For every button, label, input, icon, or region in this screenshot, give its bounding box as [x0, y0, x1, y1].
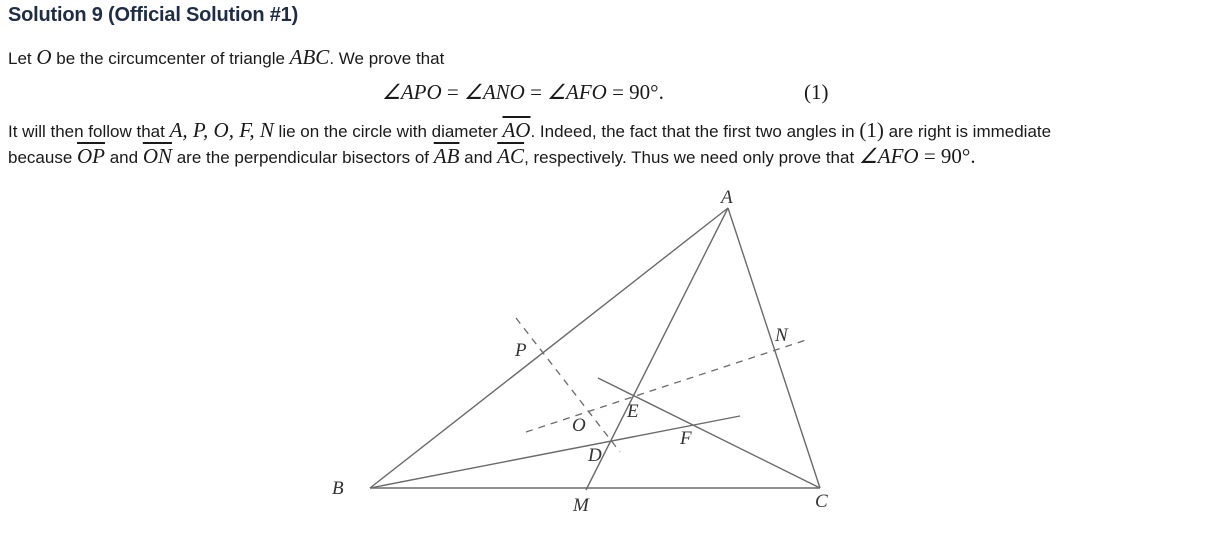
math-O: O: [36, 45, 52, 69]
math-points: A, P, O, F, N: [169, 118, 274, 142]
text: , respectively. Thus we need only prove that: [524, 148, 859, 167]
math-ON: $\overline{ON}$: [142, 144, 172, 168]
text: and: [105, 148, 143, 167]
math-ABC: ABC: [289, 45, 330, 69]
label-F: F: [680, 428, 692, 449]
math-angle-AFO: ∠AFO: [858, 144, 919, 168]
angle-APO: ∠APO: [382, 80, 442, 104]
segment-AC: [728, 208, 820, 488]
math-AB: $\overline{AB}$: [433, 144, 460, 168]
equals: =: [524, 80, 548, 104]
label-B: B: [332, 478, 344, 499]
label-P: P: [515, 340, 527, 361]
label-E: E: [627, 401, 639, 422]
segment-AB: [370, 208, 728, 488]
perp-bisector-AC: [526, 340, 806, 432]
text: be the circumcenter of triangle: [51, 49, 290, 68]
segment-AM: [586, 208, 728, 490]
text: are the perpendicular bisectors of: [172, 148, 434, 167]
text: = 90°.: [918, 144, 976, 168]
text: because: [8, 148, 77, 167]
label-N: N: [775, 325, 788, 346]
equation-ref: (1): [859, 118, 884, 142]
label-A: A: [721, 187, 733, 208]
equation-number: (1): [804, 80, 829, 104]
label-O: O: [572, 415, 586, 436]
text: Let: [8, 49, 37, 68]
math-AC: $\overline{AC}$: [497, 144, 525, 168]
solution-title: Solution 9 (Official Solution #1): [8, 4, 299, 26]
text: . Indeed, the fact that the first two angles in: [530, 122, 860, 141]
value-90: 90°.: [629, 80, 664, 104]
equals: =: [441, 80, 464, 104]
math-OP: $\overline{OP}$: [77, 144, 105, 168]
line-BF: [370, 416, 740, 488]
label-C: C: [815, 491, 828, 512]
math-AO: $\overline{AO}$: [502, 118, 531, 142]
text: are right is immediate: [883, 122, 1052, 141]
angle-ANO: ∠ANO: [464, 80, 525, 104]
text: and: [459, 148, 498, 167]
text: lie on the circle with diameter: [273, 122, 503, 141]
text: It will then follow that: [8, 122, 170, 141]
text: . We prove that: [329, 49, 445, 68]
label-M: M: [573, 495, 589, 516]
perp-bisector-AB: [516, 318, 620, 452]
equals: =: [606, 80, 630, 104]
line-CE: [598, 378, 820, 488]
label-D: D: [588, 445, 602, 466]
angle-AFO: ∠AFO: [547, 80, 607, 104]
